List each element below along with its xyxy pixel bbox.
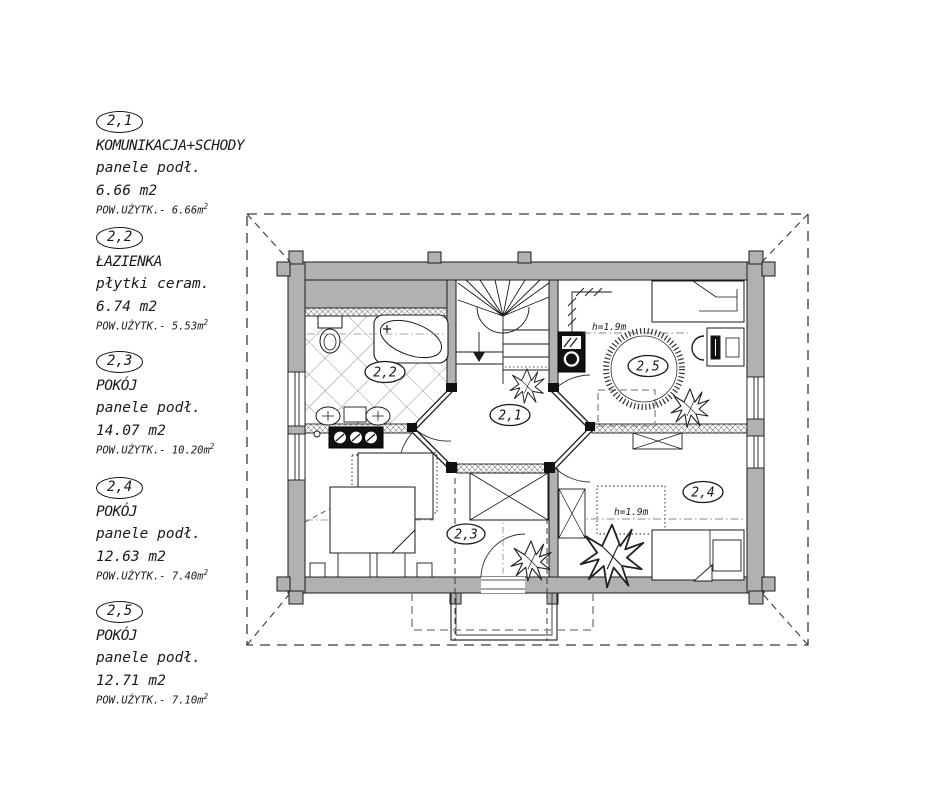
height-annotation-room4: h=1.9m [614,507,649,518]
room-label-2-4 [683,482,723,503]
stairs-down-arrow [473,352,485,362]
room-floor-type: panele podł. [96,649,201,666]
room-label-2-3 [447,524,485,544]
room-number-badge: 2,5 [96,601,143,623]
legend-entry-2-5 [96,600,208,706]
room-area: 12.63 m2 [96,548,166,565]
stool [310,563,325,577]
plant-hall [510,369,544,403]
room-area: 6.66 m2 [96,182,158,199]
room-area: 6.74 m2 [96,298,158,315]
room-floor-type: panele podł. [96,159,201,176]
plant-room5 [671,389,709,427]
svg-text:2,1: 2,1 [498,408,522,424]
hall-door-leaves [414,390,590,467]
legend-entry-2-4 [96,476,208,582]
room-usable-area: POW.UŻYTK.- $10.20m^2$ [96,441,215,457]
room-number-badge: 2,1 [96,111,143,133]
room-area: 12.71 m2 [96,672,166,689]
room-name: ŁAZIENKA [96,253,162,270]
room-floor-type: panele podł. [96,525,201,542]
room4-furniture [559,433,744,581]
balcony [451,593,557,640]
window-right-room4 [747,436,764,468]
room-number-badge: 2,3 [96,351,143,373]
sink-left [316,407,340,425]
nightstand [338,553,370,577]
height-annotations [592,322,649,518]
room-floor-type: płytki ceram. [96,275,210,292]
room-area: 14.07 m2 [96,422,166,439]
bathtub [374,313,448,365]
room-label-2-5 [628,356,668,377]
room5-furniture [606,281,744,407]
window-left-room3 [288,434,305,480]
bed-pillow [713,540,741,571]
room-usable-area: POW.UŻYTK.- $7.40m^2$ [96,567,208,583]
sink-cabinet [344,407,366,422]
stool [417,563,432,577]
room-name: POKÓJ [96,377,138,394]
hall-wardrobe [470,473,548,520]
shelf-crossed [633,433,682,449]
window-right-room5 [747,377,764,419]
attic-storage-band [305,280,447,308]
svg-text:2,3: 2,3 [454,527,478,543]
legend-entry-2-3 [96,350,214,456]
legend-entry-2-2 [96,226,210,332]
chimney-flue [558,332,585,372]
room-usable-area: POW.UŻYTK.- $5.53m^2$ [96,317,208,333]
legend-entry-2-1 [96,110,244,216]
nightstand [377,553,405,577]
sink-right [366,407,390,425]
room-number-badge: 2,2 [96,227,143,249]
room-usable-area: POW.UŻYTK.- $6.66m^2$ [96,201,208,217]
desk-chair [692,336,704,360]
height-annotation-room5: h=1.9m [592,322,627,333]
staircase [456,280,549,384]
room3-furniture [310,453,437,577]
corner-desk [652,281,744,322]
room-number-badge: 2,4 [96,477,143,499]
toilet [318,316,342,353]
room-usable-area: POW.UŻYTK.- $7.10m^2$ [96,691,208,707]
room-label-2-2 [365,362,405,383]
svg-text:2,5: 2,5 [636,359,660,375]
room-name: KOMUNIKACJA+SCHODY [96,137,245,154]
room-name: POKÓJ [96,503,138,520]
room-name: POKÓJ [96,627,138,644]
balcony-door [481,577,525,593]
wardrobe-crossed [559,489,585,538]
plant-room3 [511,541,551,581]
svg-text:2,2: 2,2 [373,365,397,381]
svg-text:2,4: 2,4 [691,485,715,501]
computer-desk [707,328,744,366]
window-left-bathroom [288,372,305,426]
room-label-2-1 [490,405,530,426]
room-floor-type: panele podł. [96,399,201,416]
